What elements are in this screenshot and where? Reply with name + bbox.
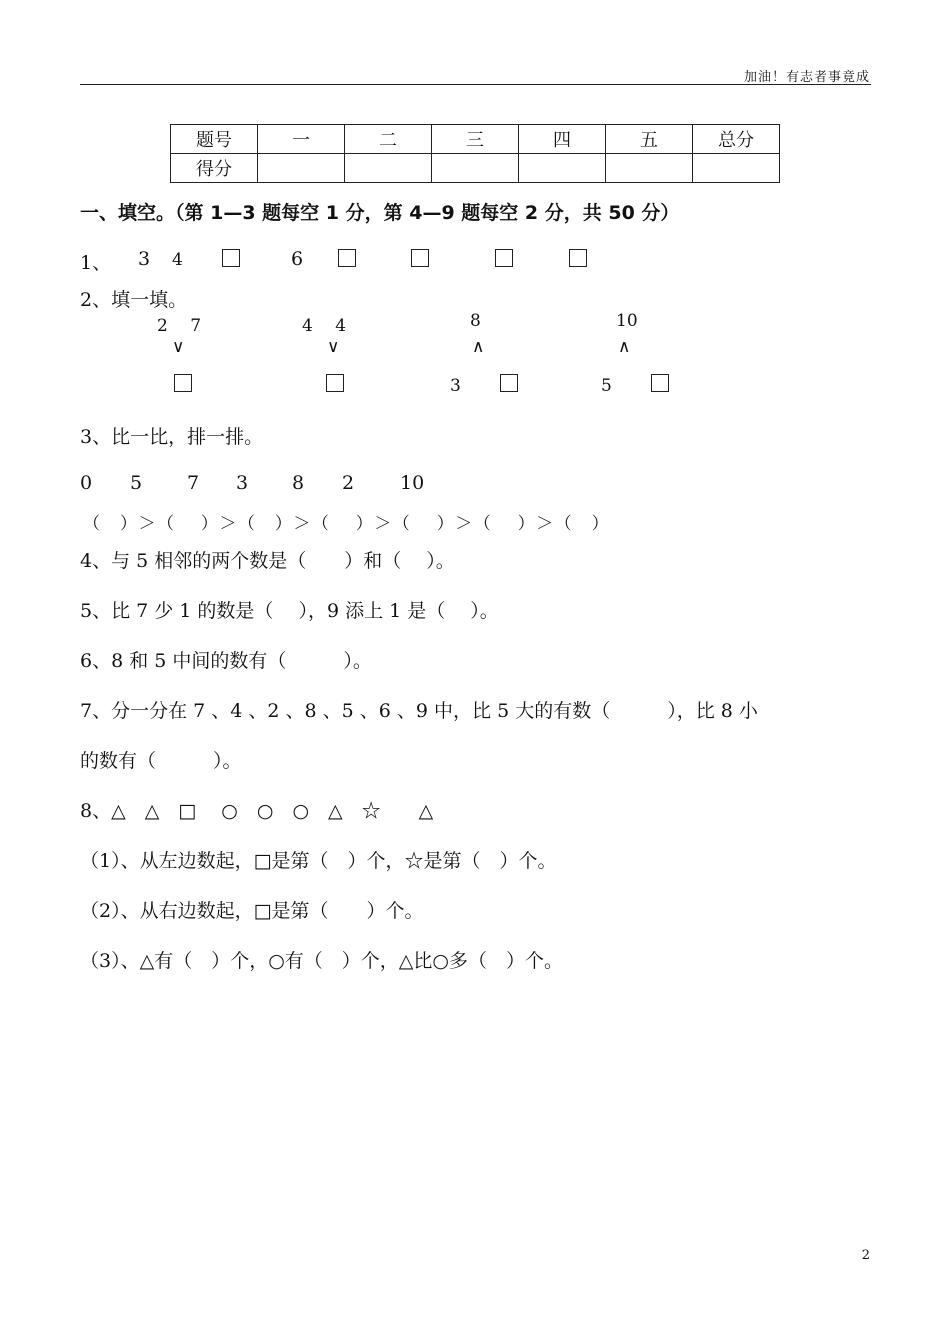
q2-group3-bottom: 3 bbox=[450, 376, 461, 396]
answer-box[interactable] bbox=[338, 249, 356, 267]
score-input-cell[interactable] bbox=[345, 154, 432, 183]
q4-text: 4、与 5 相邻的两个数是（ ）和（ ）。 bbox=[80, 550, 455, 572]
q7-line1: 7、分一分在 7 、4 、2 、8 、5 、6 、9 中，比 5 大的有数（ ），比 8 小 bbox=[80, 700, 758, 722]
q3-number: 5 bbox=[130, 472, 143, 494]
header-motto: 加油！有志者事竟成 bbox=[743, 70, 870, 85]
score-input-cell[interactable] bbox=[606, 154, 693, 183]
q8-part2: （2）、从右边数起，□是第（ ）个。 bbox=[80, 900, 424, 922]
q3-number: 3 bbox=[236, 472, 249, 494]
score-input-cell[interactable] bbox=[258, 154, 345, 183]
q2-group2-symbol: ∨ bbox=[327, 337, 340, 357]
q3-compare-line: （ ）＞（ ）＞（ ）＞（ ）＞（ ）＞（ ）＞（ ） bbox=[83, 514, 611, 534]
score-table bbox=[170, 124, 780, 183]
section-title: 一、填空。（第 1—3 题每空 1 分，第 4—9 题每空 2 分，共 50 分） bbox=[80, 202, 680, 224]
q1-number: 3 bbox=[138, 248, 151, 270]
q3-number: 7 bbox=[187, 472, 200, 494]
answer-box[interactable] bbox=[569, 249, 587, 267]
q2-group4-symbol: ∧ bbox=[618, 337, 631, 357]
q6-text: 6、8 和 5 中间的数有（ ）。 bbox=[80, 650, 372, 672]
q5-text: 5、比 7 少 1 的数是（ ），9 添上 1 是（ ）。 bbox=[80, 600, 499, 622]
q3-number: 0 bbox=[80, 472, 93, 494]
q3-number: 2 bbox=[342, 472, 355, 494]
score-input-cell[interactable] bbox=[519, 154, 606, 183]
q8-shapes: 8、△ △ □ ○ ○ ○ △ ☆ △ bbox=[80, 800, 434, 822]
q2-group3-top: 8 bbox=[470, 311, 481, 331]
page-number: 2 bbox=[861, 1248, 870, 1263]
answer-box[interactable] bbox=[174, 374, 192, 392]
q2-group3-symbol: ∧ bbox=[472, 337, 485, 357]
q3-label: 3、比一比，排一排。 bbox=[80, 426, 264, 448]
answer-box[interactable] bbox=[411, 249, 429, 267]
q1-number: 6 bbox=[291, 248, 304, 270]
score-cell: 总分 bbox=[693, 125, 780, 154]
score-cell: 得分 bbox=[171, 154, 258, 183]
q3-number: 8 bbox=[292, 472, 305, 494]
answer-box[interactable] bbox=[222, 249, 240, 267]
q2-group2-top: 4 4 bbox=[302, 316, 347, 336]
q3-number: 10 bbox=[400, 472, 425, 494]
q8-part1: （1）、从左边数起，□是第（ ）个，☆是第（ ）个。 bbox=[80, 850, 557, 872]
answer-box[interactable] bbox=[326, 374, 344, 392]
score-input-cell[interactable] bbox=[432, 154, 519, 183]
answer-box[interactable] bbox=[500, 374, 518, 392]
q2-group4-top: 10 bbox=[616, 311, 638, 331]
header-rule bbox=[80, 84, 871, 85]
score-cell: 题号 bbox=[171, 125, 258, 154]
score-cell: 一 bbox=[258, 125, 345, 154]
score-table-score-row bbox=[171, 154, 780, 183]
q2-group4-bottom: 5 bbox=[601, 376, 612, 396]
score-input-cell[interactable] bbox=[693, 154, 780, 183]
score-cell: 五 bbox=[606, 125, 693, 154]
q2-label: 2、填一填。 bbox=[80, 289, 188, 311]
score-cell: 三 bbox=[432, 125, 519, 154]
answer-box[interactable] bbox=[495, 249, 513, 267]
q7-line2: 的数有（ ）。 bbox=[80, 750, 242, 772]
answer-box[interactable] bbox=[651, 374, 669, 392]
q1-number: 4 bbox=[172, 250, 183, 270]
score-table-header-row bbox=[171, 125, 780, 154]
q2-group1-symbol: ∨ bbox=[172, 337, 185, 357]
q8-part3: （3）、△有（ ）个，○有（ ）个，△比○多（ ）个。 bbox=[80, 950, 563, 972]
score-cell: 二 bbox=[345, 125, 432, 154]
q2-group1-top: 2 7 bbox=[157, 316, 202, 336]
q1-label: 1、 bbox=[80, 252, 112, 274]
score-cell: 四 bbox=[519, 125, 606, 154]
